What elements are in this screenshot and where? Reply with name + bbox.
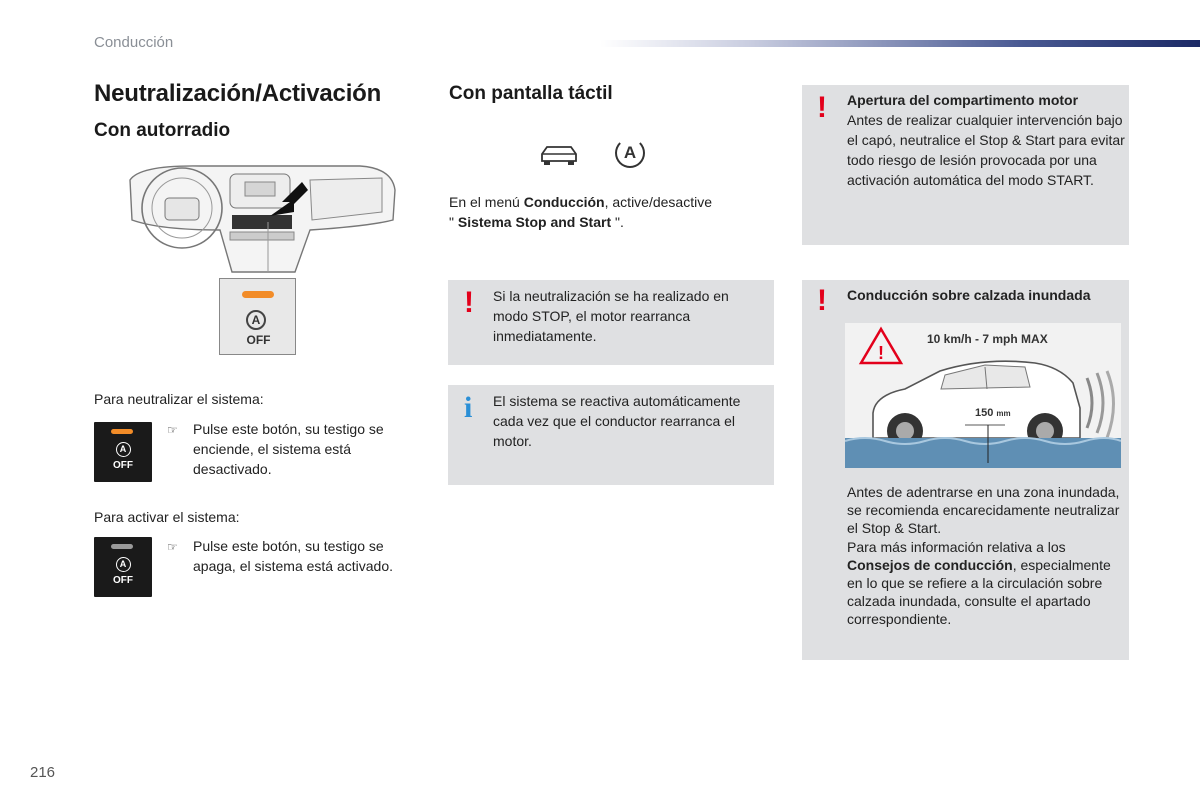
svg-text:!: ! — [878, 343, 884, 363]
auto-stop-icon: A — [94, 557, 152, 572]
menu-instruction: En el menú Conducción, active/desactive " Sistema Stop and Start ". — [449, 194, 712, 230]
warning-icon: ! — [817, 91, 827, 124]
engine-warning-text: Antes de realizar cualquier intervención bajo el capó, neutralice el Stop & Start para evitar todo riesgo de lesión provocada por una activación automática del modo START. — [847, 112, 1125, 188]
water-depth-label: 150 mm — [975, 407, 1011, 419]
off-label: OFF — [246, 333, 271, 347]
section-header: Conducción — [94, 34, 174, 51]
stop-start-button-off[interactable] — [94, 537, 152, 597]
neutralize-intro: Para neutralizar el sistema: — [94, 391, 264, 407]
hand-pointer-icon: ☞ — [167, 423, 178, 437]
warning-icon: ! — [817, 284, 827, 317]
led-off — [111, 544, 133, 549]
subtitle-touchscreen: Con pantalla táctil — [449, 83, 613, 104]
flooded-road-text: Antes de adentrarse en una zona inundada, se recomienda encarecidamente neutralizar el Stop & Start. Para más información relativa a los Consejos de conducción, especialmente en lo que se refiere a la circulación sobre calzada inundada, consulte el apartado correspondiente. — [847, 484, 1120, 628]
led-on — [111, 429, 133, 434]
engine-warning-title: Apertura del compartimento motor — [847, 92, 1079, 108]
auto-stop-start-icon: A — [615, 138, 645, 168]
dashboard-illustration — [120, 160, 400, 278]
neutralize-step: Pulse este botón, su testigo se enciende, el sistema está desactivado. — [193, 421, 384, 477]
auto-stop-icon: A — [94, 442, 152, 457]
info-box-reactivation — [448, 385, 774, 485]
activate-intro: Para activar el sistema: — [94, 509, 240, 525]
warning-box-stop-mode — [448, 280, 774, 365]
engine-warning-content — [847, 90, 1125, 190]
auto-stop-icon: A — [246, 310, 266, 330]
info-icon: i — [464, 391, 473, 424]
warning-box-engine-compartment — [802, 85, 1129, 245]
off-label: OFF — [113, 575, 133, 586]
warning-box-flooded-road — [802, 280, 1129, 660]
speed-limit-label: 10 km/h - 7 mph MAX — [927, 332, 1048, 346]
warning-text: Si la neutralización se ha realizado en modo STOP, el motor rearranca inmediatamente. — [493, 288, 729, 344]
page-number: 216 — [30, 764, 56, 781]
warning-icon: ! — [464, 286, 474, 319]
page-title: Neutralización/Activación — [94, 80, 382, 107]
stop-start-button-on[interactable] — [94, 422, 152, 482]
led-indicator — [242, 291, 274, 298]
activate-step: Pulse este botón, su testigo se apaga, el sistema está activado. — [193, 538, 394, 574]
button-panel-illustration — [219, 278, 296, 355]
flooded-road-title: Conducción sobre calzada inundada — [847, 287, 1091, 303]
flood-illustration — [845, 323, 1121, 468]
subtitle-autorradio: Con autorradio — [94, 120, 231, 141]
off-label: OFF — [113, 460, 133, 471]
car-icon — [538, 143, 580, 167]
info-text: El sistema se reactiva automáticamente cada vez que el conductor rearranca el motor. — [493, 393, 741, 449]
hand-pointer-icon: ☞ — [167, 540, 178, 554]
header-bar — [600, 40, 1200, 47]
